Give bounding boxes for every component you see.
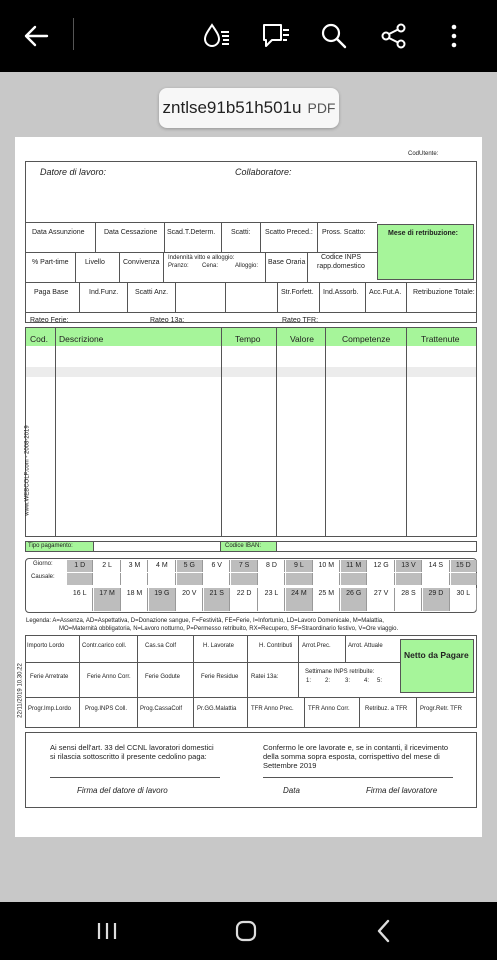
calendar-day-cell: 30 L <box>451 588 477 600</box>
search-icon[interactable] <box>318 20 350 52</box>
calendar-causale-cell[interactable] <box>204 573 230 585</box>
firma-datore: Firma del datore di lavoro <box>77 786 168 795</box>
top-app-bar <box>0 0 497 72</box>
confermo-line-3: Settembre 2019 <box>263 761 317 770</box>
firma-lavoratore: Firma del lavoratore <box>366 786 438 795</box>
calendar-causale-cell[interactable] <box>67 599 93 611</box>
calendar-day-cell: 8 D <box>259 560 285 572</box>
h-contributi: H. Contributi <box>259 643 293 649</box>
calendar-causale-cell[interactable] <box>259 573 285 585</box>
toolbar-divider <box>73 18 74 50</box>
si-rilascia-text: si rilascia sottoscritto il presente cedolino paga: <box>50 752 207 761</box>
contr-carico-coll: Contr.carico coll. <box>82 643 127 649</box>
calendar-causale-cell[interactable] <box>396 573 422 585</box>
calendar-day-cell: 7 S <box>231 560 257 572</box>
str-forfett: Str.Forfett. <box>281 289 314 296</box>
calendar-day-cell: 19 G <box>149 588 175 600</box>
legenda-line-2: MO=Maternità obbligatoria, N=Lavoro notturno, P=Permesso retribuito, RX=Recupero, SF=Straordinario festivo, V=Ore viaggio. <box>59 626 399 632</box>
calendar-day-cell: 21 S <box>204 588 230 600</box>
recents-icon[interactable] <box>96 921 118 946</box>
document-page <box>15 137 482 837</box>
calendar-day-cell: 22 D <box>231 588 257 600</box>
home-icon[interactable] <box>234 920 258 947</box>
netto-label: Netto da Pagare <box>404 650 469 660</box>
items-table <box>25 327 477 537</box>
back-arrow-icon[interactable] <box>20 20 52 52</box>
file-extension: PDF <box>307 100 336 116</box>
ferie-arretrate: Ferie Arretrate <box>30 674 69 680</box>
calendar-day-cell: 5 G <box>177 560 203 572</box>
calendar-day-cell: 28 S <box>396 588 422 600</box>
settimana-2: 2: <box>325 678 331 684</box>
mese-retribuzione-box <box>377 224 474 280</box>
netto-box <box>400 639 474 693</box>
causale-label: Causale: <box>31 574 55 580</box>
calendar-causale-cell[interactable] <box>314 573 340 585</box>
ind-assorb: Ind.Assorb. <box>323 289 359 296</box>
col-competenze: Competenze <box>342 334 391 344</box>
codice-inps: Codice INPS <box>321 254 362 261</box>
tipo-pagamento: Tipo pagamento: <box>28 543 73 549</box>
calendar-causale-cell[interactable] <box>67 573 93 585</box>
pranzo: Pranzo: <box>168 263 189 269</box>
rateo-tfr: Rateo TFR: <box>282 317 319 324</box>
alloggio: Alloggio: <box>235 263 259 269</box>
data-cessazione: Data Cessazione <box>104 229 158 236</box>
prog-inps-coll: Prog.INPS Coll. <box>85 706 128 712</box>
settimana-4: 4: <box>364 678 370 684</box>
ink-drop-icon[interactable] <box>200 20 232 52</box>
scad-t-determ: Scad.T.Determ. <box>167 229 216 236</box>
calendar-day-cell: 1 D <box>67 560 93 572</box>
arrot-attuale: Arrot. Attuale <box>348 643 383 649</box>
importo-lordo: Importo Lordo <box>27 643 65 649</box>
retribuz-a-tfr: Retribuz. a TFR <box>365 706 408 712</box>
giorno-label: Giorno: <box>33 561 53 567</box>
calendar-causale-cell[interactable] <box>368 599 394 611</box>
calendar-causale-cell[interactable] <box>204 599 230 611</box>
file-name-chip[interactable] <box>159 88 339 128</box>
calendar-causale-cell[interactable] <box>149 599 175 611</box>
settimane-inps: Settimane INPS retribuite: <box>305 669 375 675</box>
scatto-preced: Scatto Preced.: <box>265 229 313 236</box>
calendar-day-cell: 29 D <box>423 588 449 600</box>
calendar-causale-cell[interactable] <box>122 573 148 585</box>
cassa-colf: Cas.sa Colf <box>145 643 177 649</box>
calendar-causale-cell[interactable] <box>286 573 312 585</box>
calendar-day-cell: 15 D <box>451 560 477 572</box>
calendar-day-cell: 20 V <box>177 588 203 600</box>
cena: Cena: <box>202 263 219 269</box>
datore-label: Datore di lavoro: <box>40 167 107 177</box>
codice-iban: Codice IBAN: <box>225 543 262 549</box>
ind-funz: Ind.Funz. <box>89 289 119 296</box>
calendar-causale-cell[interactable] <box>231 599 257 611</box>
calendar-causale-cell[interactable] <box>122 599 148 611</box>
scatti: Scatti: <box>231 229 251 236</box>
ratei-13a: Ratei 13a: <box>251 674 279 680</box>
retribuzione-totale: Retribuzione Totale: <box>413 289 475 296</box>
data-label: Data <box>283 786 300 795</box>
timestamp-side-text: 22/11/2019 10.30.22 <box>17 663 24 718</box>
calendar-day-cell: 24 M <box>286 588 312 600</box>
progr-retr-tfr: Progr.Retr. TFR <box>420 706 462 712</box>
acc-fut-a: Acc.Fut.A. <box>369 289 402 296</box>
calendar-day-cell: 27 V <box>368 588 394 600</box>
ferie-godute: Ferie Godute <box>145 674 181 680</box>
calendar-day-cell: 26 G <box>341 588 367 600</box>
system-nav-bar <box>0 902 497 960</box>
progr-imp-lordo: Progr.Imp.Lordo <box>28 706 72 712</box>
prog-cassacolf: Prog.CassaColf <box>140 706 183 712</box>
calendar-causale-cell[interactable] <box>177 573 203 585</box>
calendar-day-cell: 17 M <box>94 588 120 600</box>
rateo-ferie: Rateo Ferie: <box>30 317 69 324</box>
part-time: % Part-time <box>32 259 69 266</box>
calendar-causale-cell[interactable] <box>94 573 120 585</box>
calendar-day-cell: 10 M <box>314 560 340 572</box>
calendar-causale-cell[interactable] <box>423 573 449 585</box>
collaboratore-label: Collaboratore: <box>235 167 292 177</box>
calendar-causale-cell[interactable] <box>368 573 394 585</box>
calendar-causale-cell[interactable] <box>341 573 367 585</box>
settimana-3: 3: <box>345 678 351 684</box>
calendar-day-cell: 16 L <box>67 588 93 600</box>
file-name: zntlse91b51h501u <box>162 98 302 117</box>
calendar-causale-cell[interactable] <box>314 599 340 611</box>
cod-utente-label: CodUtente: <box>408 151 439 157</box>
col-trattenute: Trattenute <box>421 334 460 344</box>
confermo-line-1: Confermo le ore lavorate e, se in contanti, il ricevimento <box>263 743 449 752</box>
calendar-causale-cell[interactable] <box>177 599 203 611</box>
data-assunzione: Data Assunzione <box>32 229 85 236</box>
calendar-day-cell: 12 G <box>368 560 394 572</box>
calendar-day-cell: 13 V <box>396 560 422 572</box>
h-lavorate: H. Lavorate <box>203 643 235 649</box>
ferie-residue: Ferie Residue <box>201 674 239 680</box>
calendar-causale-cell[interactable] <box>149 573 175 585</box>
calendar-day-cell: 6 V <box>204 560 230 572</box>
calendar-day-cell: 2 L <box>94 560 120 572</box>
confermo-line-2: della somma sopra esposta, corrispettivo del mese di <box>263 752 440 761</box>
col-valore: Valore <box>290 334 314 344</box>
ai-sensi-text: Ai sensi dell'art. 33 del CCNL lavoratori domestici <box>50 743 214 752</box>
calendar-day-cell: 11 M <box>341 560 367 572</box>
pr-gg-malattia: Pr.GG.Malattia <box>197 706 237 712</box>
paga-base: Paga Base <box>34 289 69 296</box>
convivenza: Convivenza <box>123 259 160 266</box>
arrot-prec: Arrot.Prec. <box>302 643 331 649</box>
calendar-day-cell: 14 S <box>423 560 449 572</box>
livello: Livello <box>85 259 105 266</box>
calendar-causale-cell[interactable] <box>423 599 449 611</box>
share-icon[interactable] <box>378 20 410 52</box>
calendar-day-cell: 25 M <box>314 588 340 600</box>
tfr-anno-corr: TFR Anno Corr. <box>308 706 350 712</box>
calendar-causale-cell[interactable] <box>451 573 477 585</box>
pross-scatto: Pross. Scatto: <box>322 229 366 236</box>
comment-icon[interactable] <box>260 20 292 52</box>
calendar-causale-cell[interactable] <box>396 599 422 611</box>
calendar-causale-cell[interactable] <box>231 573 257 585</box>
webcolf-side-text: www.WEBCOLF.com - 2008-2019 <box>24 425 31 516</box>
col-tempo: Tempo <box>235 334 261 344</box>
calendar-day-cell: 9 L <box>286 560 312 572</box>
mese-retribuzione-label: Mese di retribuzione: <box>388 230 459 237</box>
legenda-line-1: Legenda: A=Assenza, AD=Aspettativa, D=Donazione sangue, F=Festività, FE=Ferie, I=Infortunio, LD=Lavoro Domenicale, M=Malattia, <box>26 618 384 624</box>
base-oraria: Base Oraria <box>268 259 306 266</box>
tfr-anno-prec: TFR Anno Prec. <box>251 706 294 712</box>
settimana-1: 1: <box>306 678 312 684</box>
col-cod: Cod. <box>30 334 48 344</box>
calendar-causale-cell[interactable] <box>94 599 120 611</box>
calendar-day-cell: 4 M <box>149 560 175 572</box>
indennita: Indennità vitto e alloggio: <box>168 255 235 261</box>
calendar-day-cell: 3 M <box>122 560 148 572</box>
rapp-domestico: rapp.domestico <box>317 263 365 270</box>
col-descrizione: Descrizione <box>59 334 104 344</box>
calendar-day-cell: 18 M <box>122 588 148 600</box>
scatti-anz: Scatti Anz. <box>135 289 169 296</box>
table-row-shaded <box>26 367 476 377</box>
more-options-icon[interactable] <box>438 20 470 52</box>
ferie-anno-corr: Ferie Anno Corr. <box>87 674 131 680</box>
rateo-13a: Rateo 13a: <box>150 317 185 324</box>
calendar-causale-cell[interactable] <box>259 599 285 611</box>
calendar-causale-cell[interactable] <box>341 599 367 611</box>
back-icon[interactable] <box>376 919 392 948</box>
calendar-causale-cell[interactable] <box>286 599 312 611</box>
calendar-causale-cell[interactable] <box>451 599 477 611</box>
settimana-5: 5: <box>377 678 383 684</box>
calendar-day-cell: 23 L <box>259 588 285 600</box>
